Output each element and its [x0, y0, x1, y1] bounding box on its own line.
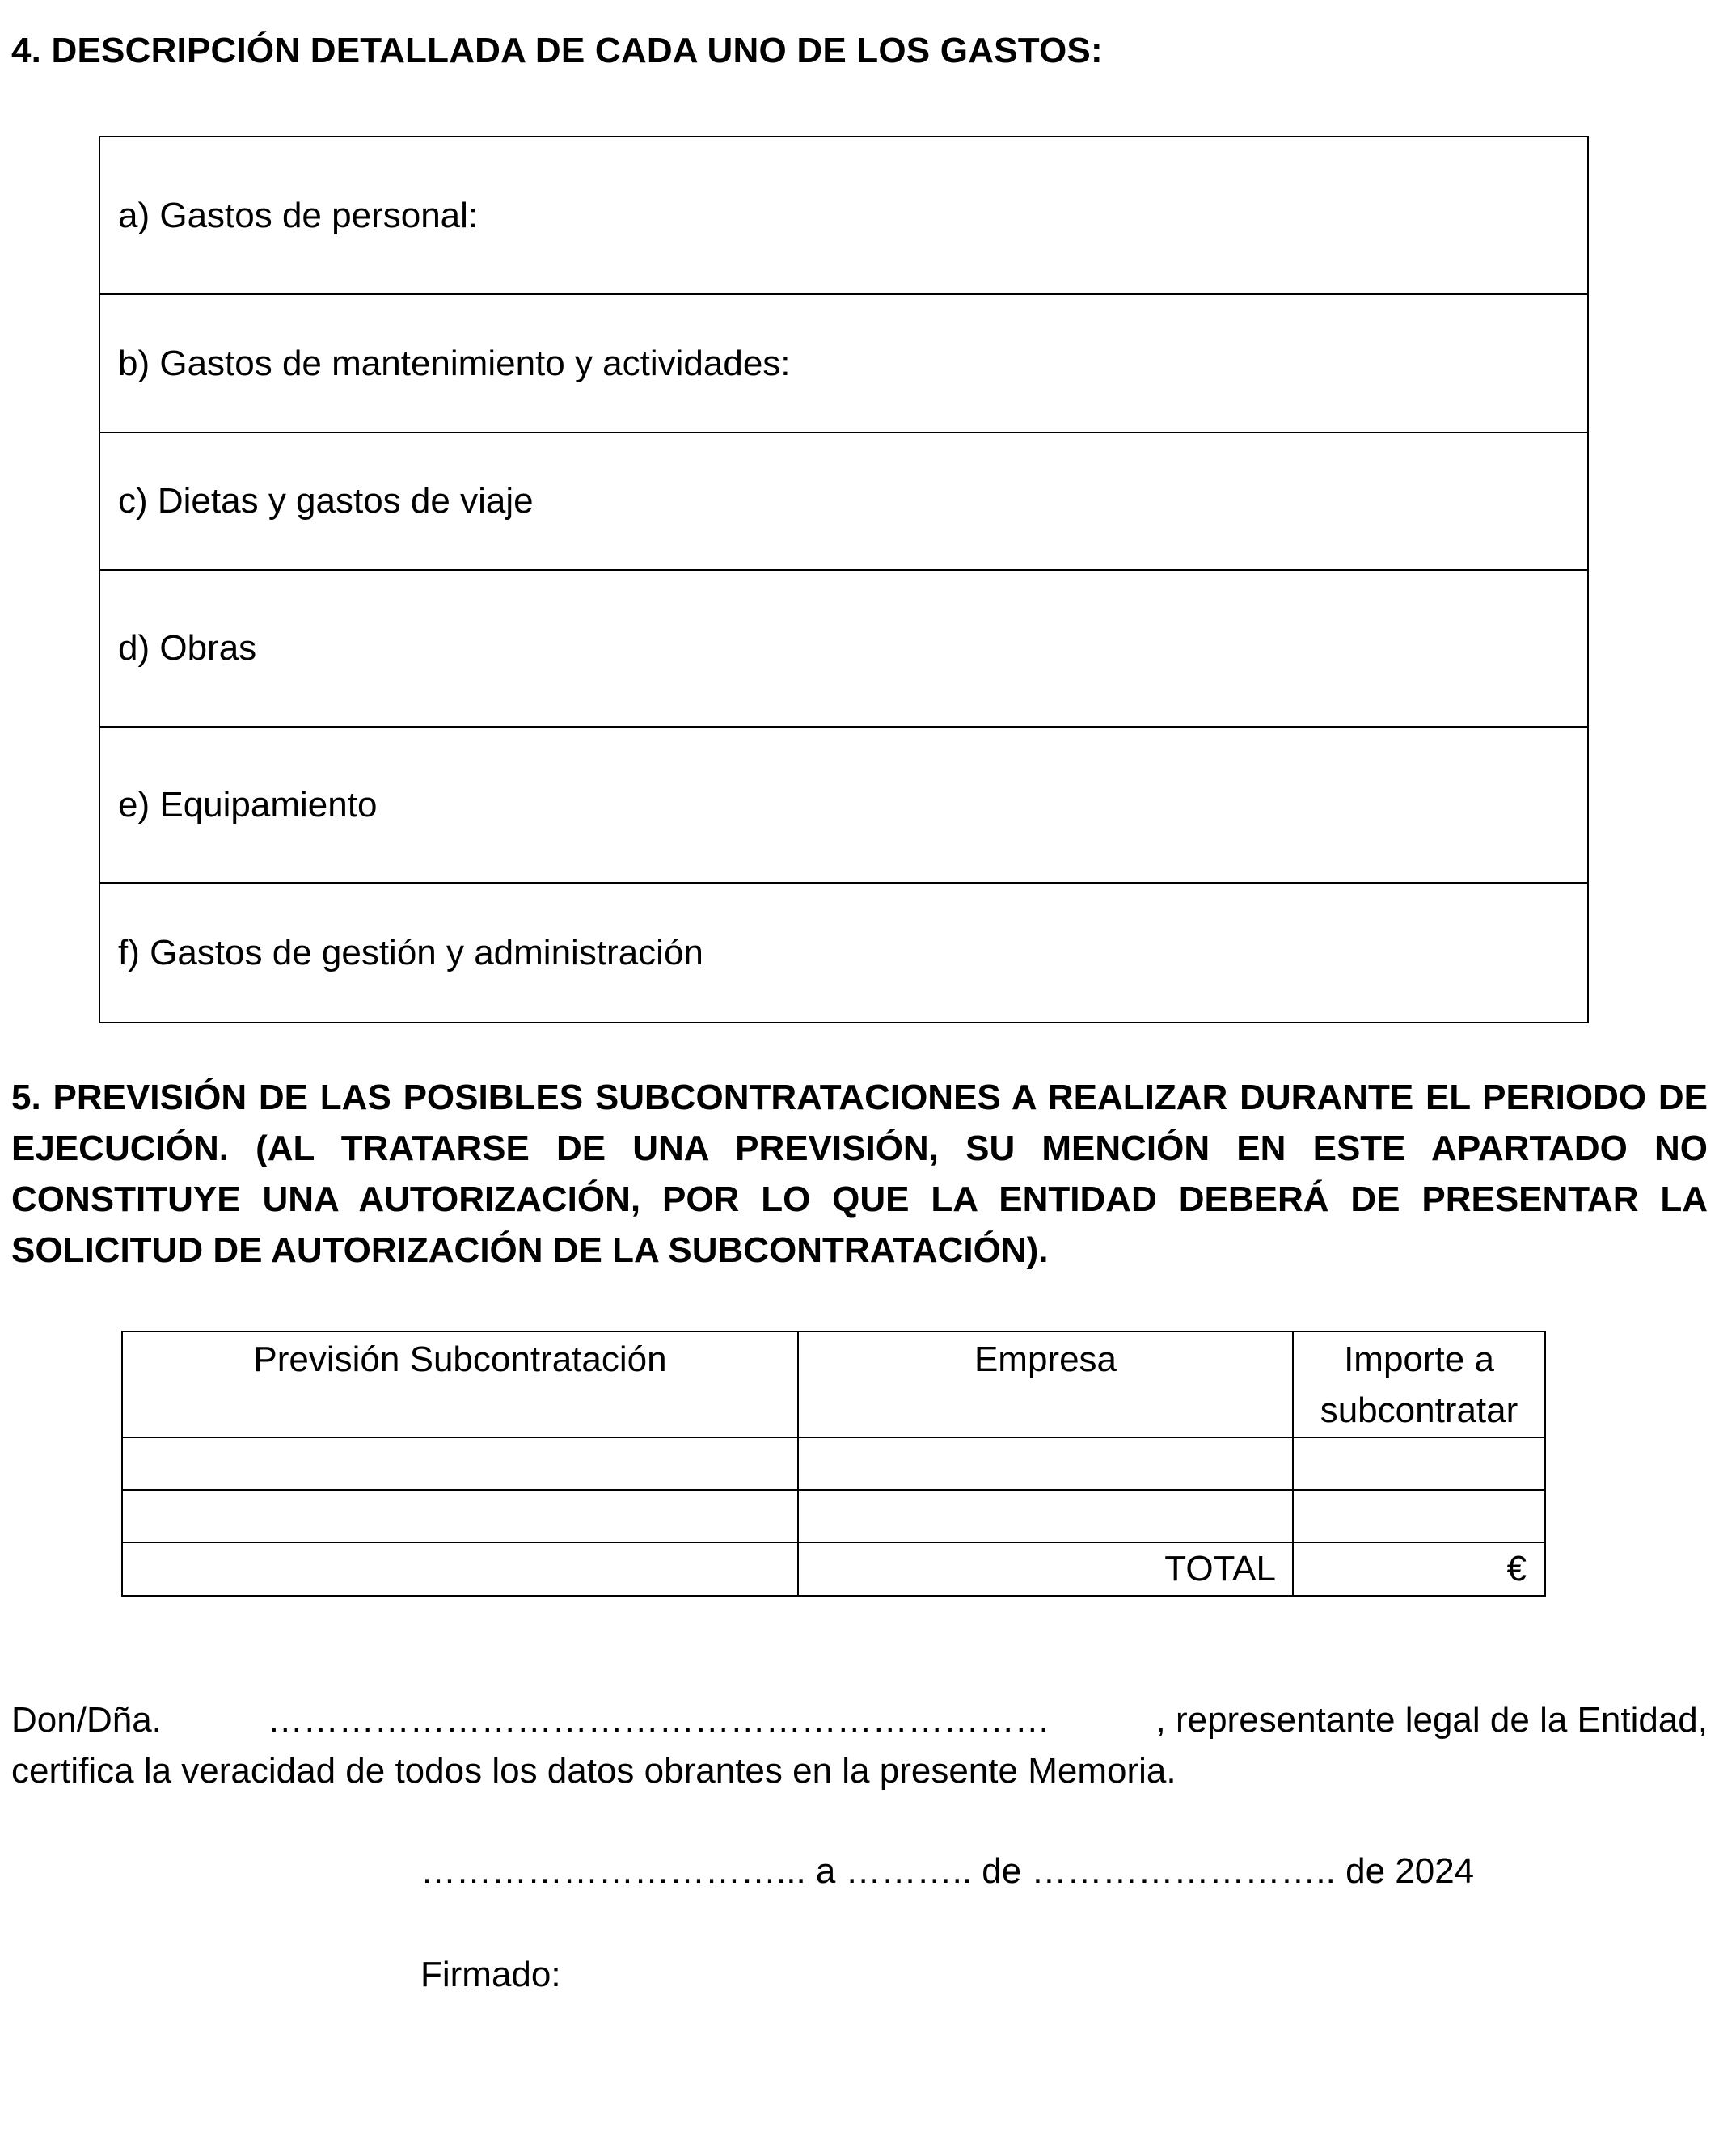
total-label: TOTAL — [798, 1542, 1293, 1596]
subcontract-table — [121, 1331, 1546, 1597]
expense-row-personal[interactable]: a) Gastos de personal: — [99, 137, 1588, 294]
cell-importe-2[interactable] — [1293, 1490, 1545, 1542]
header-prevision: Previsión Subcontratación — [122, 1331, 798, 1437]
cell-prevision-total — [122, 1542, 798, 1596]
expense-row-works[interactable]: d) Obras — [99, 570, 1588, 727]
expense-row-equipment[interactable]: e) Equipamiento — [99, 727, 1588, 883]
header-empresa: Empresa — [798, 1331, 1293, 1437]
header-importe: Importe a subcontratar — [1293, 1331, 1545, 1437]
cell-prevision-2[interactable] — [122, 1490, 798, 1542]
cert-name-field[interactable]: ………………………………………………………… — [267, 1700, 1050, 1740]
expense-row-maintenance[interactable]: b) Gastos de mantenimiento y actividades: — [99, 294, 1588, 432]
cert-prefix: Don/Dña. — [11, 1700, 162, 1740]
section-5-title: 5. PREVISIÓN DE LAS POSIBLES SUBCONTRATACIONES A REALIZAR DURANTE EL PERIODO DE EJECUCIÓN. (AL TRATARSE DE UNA PREVISIÓN, SU MENCIÓN EN ESTE APARTADO NO CONSTITUYE UNA AUTORIZACIÓN, POR LO QUE LA ENTIDAD DEBERÁ DE PRESENTAR LA SOLICITUD DE AUTORIZACIÓN DE LA SUBCONTRATACIÓN). — [11, 1078, 1708, 1270]
total-amount-field[interactable]: € — [1293, 1542, 1545, 1596]
cert-suffix: , representante legal de la Entidad, — [1155, 1700, 1708, 1740]
signed-label: Firmado: — [420, 1955, 561, 1994]
date-place-line[interactable]: …………………………... a ……….. de …………………….. de 2024 — [420, 1851, 1475, 1891]
expense-row-travel[interactable]: c) Dietas y gastos de viaje — [99, 432, 1588, 570]
cert-line2: certifica la veracidad de todos los datos obrantes en la presente Memoria. — [11, 1751, 1176, 1791]
cell-empresa-1[interactable] — [798, 1437, 1293, 1490]
cell-importe-1[interactable] — [1293, 1437, 1545, 1490]
cell-empresa-2[interactable] — [798, 1490, 1293, 1542]
expenses-table — [99, 136, 1589, 1023]
certification-paragraph — [11, 1694, 1708, 1796]
cell-prevision-1[interactable] — [122, 1437, 798, 1490]
expense-row-management[interactable]: f) Gastos de gestión y administración — [99, 883, 1588, 1023]
section-4-title: 4. DESCRIPCIÓN DETALLADA DE CADA UNO DE LOS GASTOS: — [11, 31, 1103, 70]
